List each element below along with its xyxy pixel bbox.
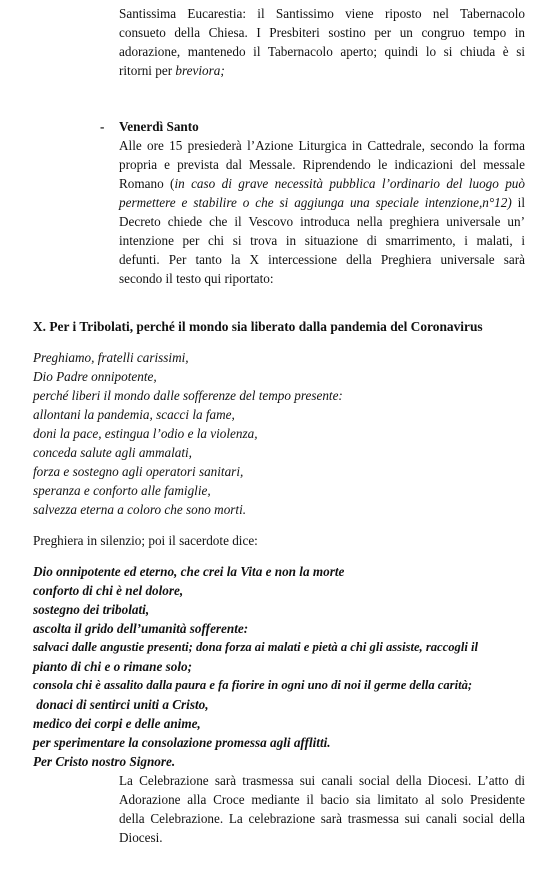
venerdi-line: secondo il testo qui riportato:: [119, 271, 274, 286]
prayer-line: Preghiamo, fratelli carissimi,: [33, 350, 189, 365]
venerdi-line: Alle ore 15 presiederà l’Azione Liturgica in Cattedrale, secondo la forma: [119, 138, 525, 153]
closing-line: Diocesi.: [119, 830, 163, 845]
venerdi-line: [119, 193, 525, 212]
bold-prayer-line: conforto di chi è nel dolore,: [33, 583, 184, 598]
venerdi-line: [119, 174, 525, 193]
bold-prayer-line: consola chi è assalito dalla paura e fa fiorire in ogni uno di noi il germe della carità;: [33, 678, 473, 692]
bold-prayer-line: salvaci dalle angustie presenti; dona forza ai malati e pietà a chi gli assiste, raccogli il: [33, 640, 478, 654]
prayer-line: Dio Padre onnipotente,: [33, 369, 157, 384]
venerdi-line: Decreto chiede che il Vescovo introduca nella preghiera universale un’: [119, 214, 525, 229]
intro-line: adorazione, mantenedo il Tabernacolo aperto; quindi lo si chiuda è si: [119, 44, 525, 59]
bold-prayer-line: donaci di sentirci uniti a Cristo,: [33, 697, 209, 712]
bold-prayer-line: Per Cristo nostro Signore.: [33, 754, 176, 769]
list-bullet: -: [100, 119, 105, 134]
venerdi-line: propria e prevista dal Messale. Riprendendo le indicazioni del messale: [119, 157, 525, 172]
intro-last-italic: breviora;: [175, 63, 225, 78]
prayer-line: forza e sostegno agli operatori sanitari,: [33, 464, 244, 479]
prayer-line: speranza e conforto alle famiglie,: [33, 483, 211, 498]
venerdi-l3-prefix: Romano (: [119, 176, 175, 191]
bold-prayer-line: ascolta il grido dell’umanità sofferente:: [33, 621, 249, 636]
bold-prayer-line: pianto di chi e o rimane solo;: [33, 659, 192, 674]
silence-instruction: Preghiera in silenzio; poi il sacerdote dice:: [33, 533, 258, 548]
prayer-line: conceda salute agli ammalati,: [33, 445, 192, 460]
bold-prayer-line: sostegno dei tribolati,: [33, 602, 150, 617]
venerdi-heading: Venerdì Santo: [119, 119, 199, 134]
prayer-line: allontani la pandemia, scacci la fame,: [33, 407, 235, 422]
closing-line: della Celebrazione. La celebrazione sarà trasmessa sui canali social della: [119, 811, 525, 826]
intro-line-last: [119, 61, 225, 80]
closing-line: Adorazione alla Croce mediante il bacio sia limitato al solo Presidente: [119, 792, 525, 807]
intro-line: Santissima Eucarestia: il Santissimo viene riposto nel Tabernacolo: [119, 6, 525, 21]
venerdi-l3-italic: in caso di grave necessità pubblica l’ordinario del luogo può: [174, 176, 525, 191]
section-heading: X. Per i Tribolati, perché il mondo sia liberato dalla pandemia del Coronavirus: [33, 319, 483, 334]
bold-prayer-line: Dio onnipotente ed eterno, che crei la Vita e non la morte: [33, 564, 345, 579]
prayer-line: perché liberi il mondo dalle sofferenze del tempo presente:: [33, 388, 343, 403]
intro-line: consueto della Chiesa. I Presbiteri sostino per un congruo tempo in: [119, 25, 525, 40]
venerdi-line: defunti. Per tanto la X intercessione della Preghiera universale sarà: [119, 252, 525, 267]
bold-prayer-line: per sperimentare la consolazione promessa agli afflitti.: [33, 735, 331, 750]
prayer-line: salvezza eterna a coloro che sono morti.: [33, 502, 247, 517]
prayer-line: doni la pace, estingua l’odio e la violenza,: [33, 426, 258, 441]
intro-last-text: ritorni per: [119, 63, 176, 78]
venerdi-line: intenzione per chi si trova in situazione di smarrimento, i malati, i: [119, 233, 525, 248]
venerdi-l4-suffix: il: [511, 195, 526, 210]
closing-line: La Celebrazione sarà trasmessa sui canali social della Diocesi. L’atto di: [119, 773, 525, 788]
venerdi-l4-italic: permettere e stabilire o che si aggiunga una speciale intenzione,n°12): [119, 195, 512, 210]
bold-prayer-line: medico dei corpi e delle anime,: [33, 716, 201, 731]
